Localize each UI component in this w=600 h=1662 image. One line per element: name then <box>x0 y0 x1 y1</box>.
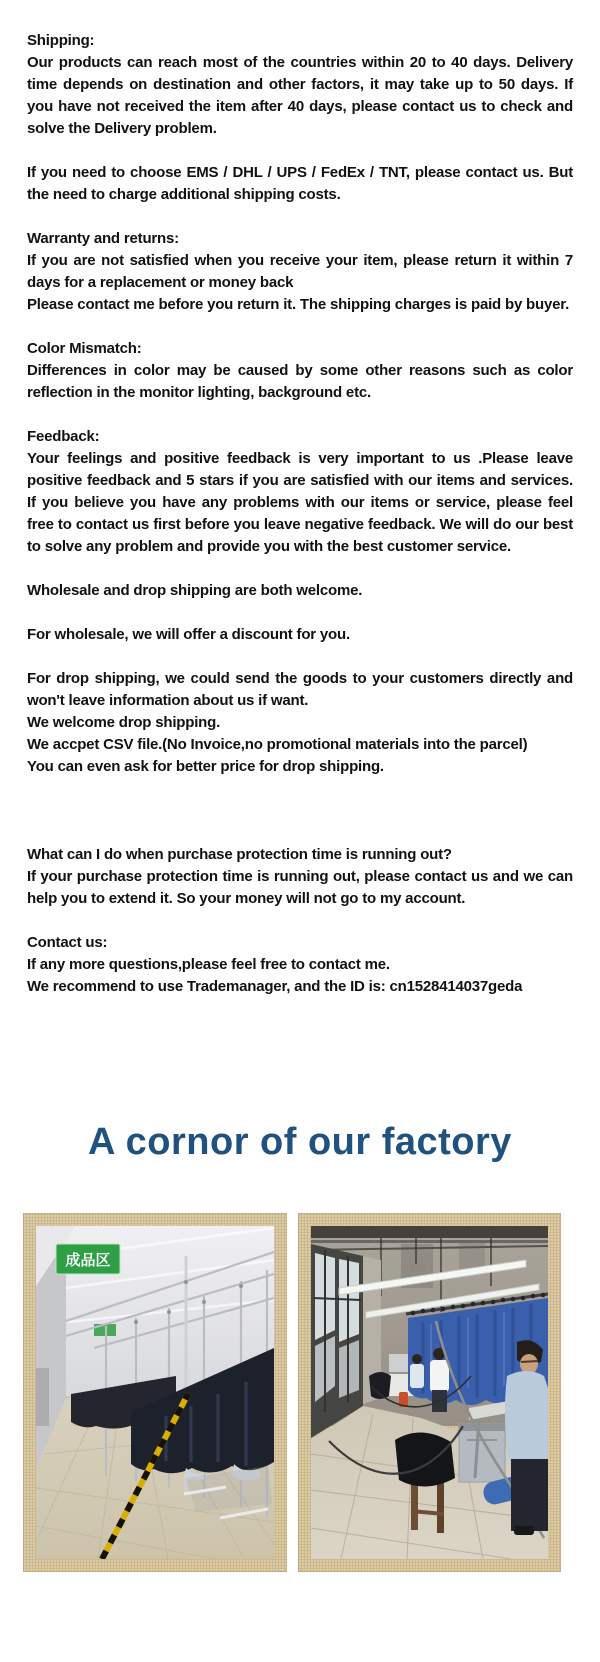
factory-photo-garment-racks <box>23 1213 287 1572</box>
section-heading: Shipping: <box>27 32 95 49</box>
section-paragraph: Our products can reach most of the countries within 20 to 40 days. Delivery time depends on destination and other factors, it may take up to 50 days. If you have not received the item after 40 days, please contact us to check and solve the Delivery problem. <box>27 54 573 137</box>
section-paragraph: You can even ask for better price for drop shipping. <box>27 758 384 775</box>
section-heading: What can I do when purchase protection time is running out? <box>27 846 452 863</box>
section-heading: Feedback: <box>27 428 100 445</box>
text-section-feedback <box>27 426 573 558</box>
zone-sign-text: 成品区 <box>65 1252 111 1269</box>
worker-background <box>410 1354 424 1388</box>
section-paragraph: We welcome drop shipping. <box>27 714 221 731</box>
section-heading: Color Mismatch: <box>27 340 142 357</box>
text-section-contact-us <box>27 932 573 998</box>
factory-photo-workshop <box>298 1213 561 1572</box>
zone-sign <box>56 1244 120 1274</box>
section-paragraph: Your feelings and positive feedback is very important to us .Please leave positive feedback and 5 stars if you are satisfied with our items and services. If you believe you have any problems with our items or service, please feel free to contact us first before you leave negative feedback. We will do our best to solve any problem and provide you with the best customer service. <box>27 450 573 555</box>
description-text <box>27 30 573 1022</box>
ceiling-beam <box>311 1226 548 1238</box>
text-section-wholesale-drop-welcome <box>27 580 573 602</box>
section-heading: Contact us: <box>27 934 108 951</box>
section-paragraph: For wholesale, we will offer a discount for you. <box>27 626 350 643</box>
section-paragraph: If your purchase protection time is running out, please contact us and we can help you to extend it. So your money will not go to my account. <box>27 868 573 907</box>
text-section-warranty <box>27 228 573 316</box>
gray-cabinet <box>459 1424 505 1482</box>
text-section-drop-shipping <box>27 668 573 778</box>
text-section-wholesale-discount <box>27 624 573 646</box>
section-paragraph: Differences in color may be caused by some other reasons such as color reflection in the monitor lighting, background etc. <box>27 362 573 401</box>
section-paragraph: For drop shipping, we could send the goods to your customers directly and won't leave information about us if want. <box>27 670 573 709</box>
factory-section-heading: A cornor of our factory <box>88 1121 512 1163</box>
ceiling-beam-2 <box>311 1240 548 1243</box>
text-section-shipping <box>27 30 573 140</box>
text-section-carriers <box>27 162 573 206</box>
text-section-purchase-protection <box>27 844 573 910</box>
factory-photo-workshop-image <box>311 1226 548 1559</box>
section-heading: Warranty and returns: <box>27 230 179 247</box>
section-paragraph: If any more questions,please feel free to contact me. <box>27 956 390 973</box>
section-paragraph: If you are not satisfied when you receive your item, please return it within 7 days for a replacement or money back <box>27 252 573 291</box>
factory-photo-row <box>23 1213 600 1572</box>
section-paragraph: We accpet CSV file.(No Invoice,no promotional materials into the parcel) <box>27 736 528 753</box>
factory-photo-garment-racks-image <box>36 1226 274 1559</box>
far-doorway <box>36 1368 49 1426</box>
text-section-color-mismatch <box>27 338 573 404</box>
section-paragraph: Please contact me before you return it. The shipping charges is paid by buyer. <box>27 296 570 313</box>
section-paragraph: Wholesale and drop shipping are both welcome. <box>27 582 363 599</box>
section-paragraph: If you need to choose EMS / DHL / UPS / FedEx / TNT, please contact us. But the need to charge additional shipping costs. <box>27 164 573 203</box>
section-paragraph: We recommend to use Trademanager, and the ID is: cn1528414037geda <box>27 978 523 995</box>
